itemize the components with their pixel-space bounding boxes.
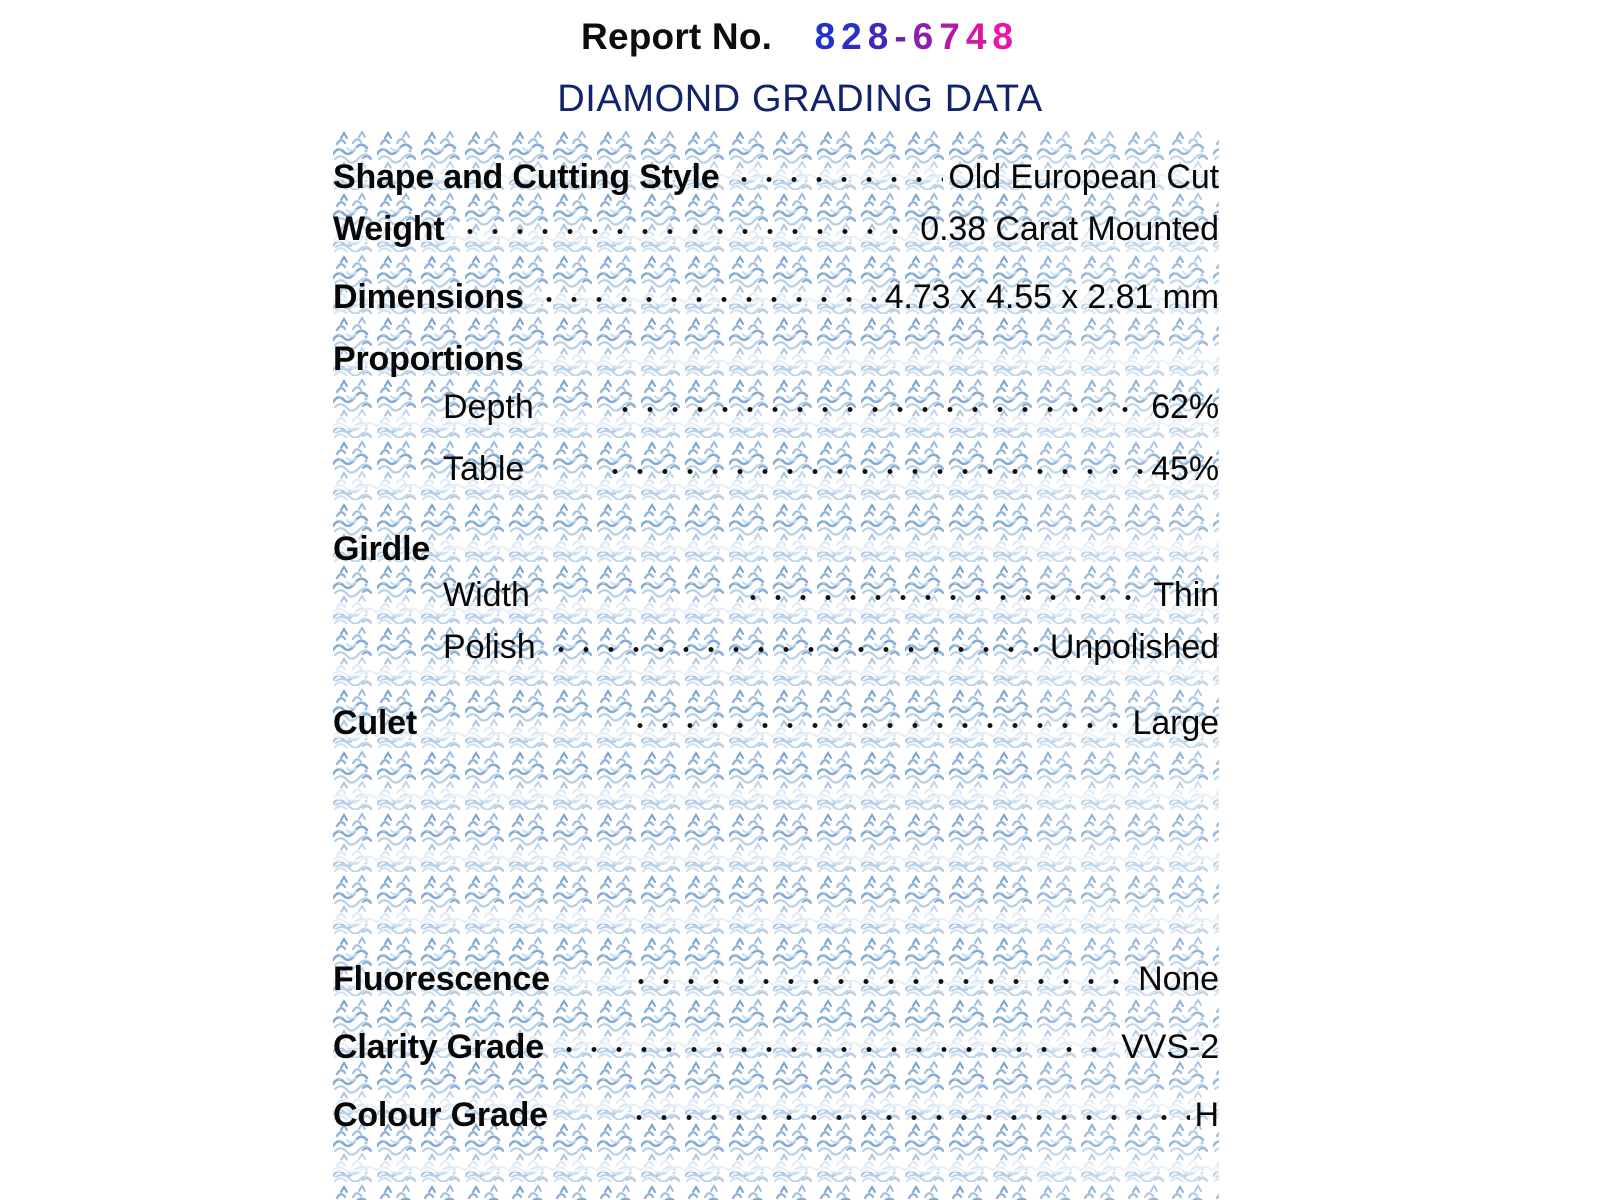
grading-row-value: 45% <box>1151 450 1219 488</box>
grading-row <box>333 1092 1219 1138</box>
grading-row-label: Clarity Grade <box>333 1028 544 1066</box>
grading-row <box>333 526 1219 572</box>
grading-row-label: Shape and Cutting Style <box>333 158 720 196</box>
grading-row-label: Dimensions <box>333 278 524 316</box>
dot-leader <box>622 384 1147 418</box>
report-number-digit: 8 <box>992 16 1019 57</box>
dot-leader-dots <box>637 722 1128 729</box>
grading-row-value: 0.38 Carat Mounted <box>920 210 1219 248</box>
report-number-digit: 8 <box>867 16 895 57</box>
document-title: DIAMOND GRADING DATA <box>557 78 1043 120</box>
grading-row-label: Fluorescence <box>333 960 550 998</box>
grading-row <box>333 1024 1219 1070</box>
grading-row <box>333 154 1219 200</box>
grading-row-value: Old European Cut <box>948 158 1219 196</box>
dot-leader-dots <box>741 176 943 183</box>
dot-leader <box>636 1092 1190 1126</box>
dot-leader <box>467 206 916 240</box>
grading-row-value: VVS-2 <box>1121 1028 1219 1066</box>
grading-row-label: Depth <box>443 388 534 426</box>
report-number-digit: 4 <box>965 16 993 57</box>
grading-row-label: Polish <box>443 628 536 666</box>
report-number-digit: 2 <box>841 16 868 57</box>
report-number-digit: 7 <box>939 16 966 57</box>
grading-row <box>333 624 1219 670</box>
dot-leader <box>566 1024 1116 1058</box>
dot-leader-dots <box>546 296 880 303</box>
grading-row <box>333 446 1219 492</box>
dot-leader <box>637 700 1128 734</box>
dot-leader-dots <box>558 646 1045 653</box>
report-number-digit: - <box>894 16 913 57</box>
dot-leader <box>741 154 943 188</box>
grading-row-value: H <box>1194 1096 1219 1134</box>
dot-leader <box>546 274 880 308</box>
report-number-value <box>815 16 1019 57</box>
grading-row-value: Unpolished <box>1049 628 1219 666</box>
grading-row-label: Table <box>443 450 525 488</box>
dot-leader <box>638 956 1133 990</box>
grading-row <box>333 384 1219 430</box>
dot-leader-dots <box>467 228 916 235</box>
grading-row-value: 62% <box>1151 388 1219 426</box>
dot-leader-dots <box>636 1114 1190 1121</box>
grading-row <box>333 956 1219 1002</box>
grading-row-label: Girdle <box>333 530 431 568</box>
dot-leader-dots <box>566 1046 1116 1053</box>
grading-row-value: Large <box>1132 704 1219 742</box>
grading-row <box>333 572 1219 618</box>
grading-data-table <box>333 128 1219 1200</box>
grading-row <box>333 336 1219 382</box>
grading-row-value: None <box>1138 960 1219 998</box>
grading-row-value: Thin <box>1153 576 1219 614</box>
dot-leader <box>750 572 1148 606</box>
report-number-label: Report No. <box>581 16 773 57</box>
dot-leader <box>612 446 1146 480</box>
grading-row-label: Culet <box>333 704 418 742</box>
dot-leader-dots <box>612 468 1146 475</box>
grading-row-value: 4.73 x 4.55 x 2.81 mm <box>884 278 1219 316</box>
report-number-digit: 8 <box>814 16 842 57</box>
report-number-digit: 6 <box>912 16 940 57</box>
dot-leader-dots <box>638 978 1133 985</box>
grading-row-label: Proportions <box>333 340 524 378</box>
grading-row-label: Width <box>443 576 530 614</box>
grading-row <box>333 700 1219 746</box>
report-number-row <box>0 16 1600 58</box>
dot-leader-dots <box>750 594 1148 601</box>
grading-row <box>333 274 1219 320</box>
grading-row-label: Weight <box>333 210 445 248</box>
dot-leader <box>558 624 1045 658</box>
grading-row <box>333 206 1219 252</box>
grading-row-label: Colour Grade <box>333 1096 548 1134</box>
dot-leader-dots <box>622 406 1147 413</box>
